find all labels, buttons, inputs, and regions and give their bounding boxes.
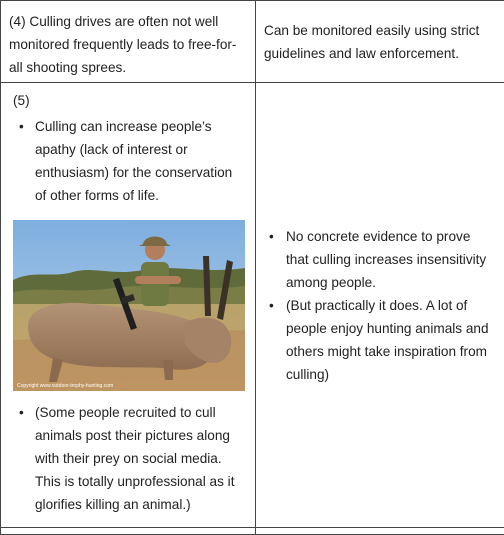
bullet-text: No concrete evidence to prove that culling increases insensitivity among people. bbox=[286, 228, 487, 290]
bullet-list bbox=[1, 401, 255, 516]
row-number: (5) bbox=[13, 93, 30, 108]
bullet-list bbox=[1, 115, 255, 207]
table-cell bbox=[1, 528, 256, 535]
bullet-dot: • bbox=[269, 297, 274, 313]
list-item bbox=[1, 401, 255, 516]
table-cell bbox=[256, 1, 504, 83]
bullet-text: (But practically it does. A lot of people enjoy hunting animals and others might take inspiration from culling) bbox=[286, 297, 489, 382]
row-4-argument-text: (4) Culling drives are often not well monitored frequently leads to free-for-all shooting sprees. bbox=[9, 14, 237, 75]
bullet-dot: • bbox=[19, 405, 24, 420]
table-row bbox=[1, 83, 504, 528]
bullet-text: Culling can increase people’s apathy (lack of interest or enthusiasm) for the conservation of other forms of life. bbox=[35, 119, 233, 203]
bullet-dot: • bbox=[19, 119, 24, 134]
bullet-text: (Some people recruited to cull animals post their pictures along with their prey on social media. This is totally unprofessional as it glorifies killing an animal.) bbox=[35, 405, 235, 512]
list-item bbox=[256, 294, 504, 386]
bullet-dot: • bbox=[269, 228, 274, 244]
table-cell bbox=[1, 1, 256, 83]
photo-caption: Copyright www.outdoor-trophy-hunting.com bbox=[17, 383, 114, 389]
table-row bbox=[1, 528, 504, 535]
table-cell bbox=[1, 83, 256, 528]
bullet-list bbox=[256, 225, 504, 386]
table-row bbox=[1, 1, 504, 83]
table-cell bbox=[256, 83, 504, 528]
table-cell bbox=[256, 528, 504, 535]
list-item bbox=[256, 225, 504, 294]
list-item bbox=[1, 115, 255, 207]
row-4-counter-text: Can be monitored easily using strict guidelines and law enforcement. bbox=[264, 22, 480, 61]
hunter-with-eland-photo bbox=[13, 220, 245, 391]
